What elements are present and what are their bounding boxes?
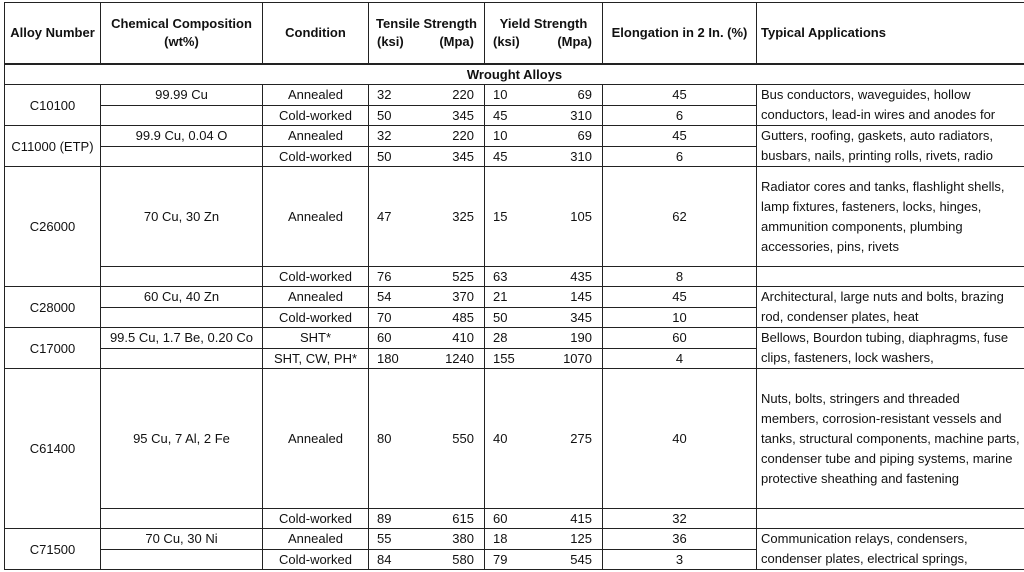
tensile-strength-cell <box>369 105 485 126</box>
composition <box>101 549 263 570</box>
tensile-mpa: 1240 <box>445 349 474 368</box>
elongation: 45 <box>603 126 757 147</box>
condition: Annealed <box>263 167 369 267</box>
yield-mpa: 125 <box>570 529 592 548</box>
tensile-ksi: 47 <box>377 207 391 226</box>
condition: Annealed <box>263 529 369 550</box>
yield-values <box>489 207 598 226</box>
yield-values <box>489 308 598 327</box>
alloy-number: C28000 <box>5 287 101 328</box>
yield-ksi: 18 <box>493 529 507 548</box>
applications-header: Typical Applications <box>757 3 1024 65</box>
tensile-values <box>373 267 480 286</box>
tensile-mpa: 345 <box>452 106 474 125</box>
tensile-mpa: 325 <box>452 207 474 226</box>
yield-strength-cell <box>485 328 603 349</box>
table-row <box>5 369 1024 509</box>
yield-mpa: 310 <box>570 147 592 166</box>
tensile-ksi: 55 <box>377 529 391 548</box>
elongation: 36 <box>603 529 757 550</box>
yield-strength-cell <box>485 267 603 287</box>
elongation: 6 <box>603 105 757 126</box>
composition: 99.9 Cu, 0.04 O <box>101 126 263 147</box>
tensile-strength-cell <box>369 126 485 147</box>
tensile-values <box>373 349 480 368</box>
tensile-mpa: 345 <box>452 147 474 166</box>
tensile-ksi: 84 <box>377 550 391 569</box>
composition-header: Chemical Composition (wt%) <box>101 3 263 65</box>
yield-mpa: 415 <box>570 509 592 528</box>
tensile-values <box>373 429 480 448</box>
elongation: 40 <box>603 369 757 509</box>
tensile-values <box>373 529 480 548</box>
yield-values <box>489 106 598 125</box>
alloy-number: C26000 <box>5 167 101 287</box>
tensile-values <box>373 328 480 347</box>
yield-ksi: 28 <box>493 328 507 347</box>
yield-mpa-unit: (Mpa) <box>557 33 592 51</box>
tensile-values <box>373 509 480 528</box>
alloy-number: C10100 <box>5 85 101 126</box>
table-row <box>5 126 1024 147</box>
tensile-ksi: 50 <box>377 106 391 125</box>
yield-mpa: 275 <box>570 429 592 448</box>
tensile-ksi: 70 <box>377 308 391 327</box>
yield-ksi: 21 <box>493 287 507 306</box>
elongation: 10 <box>603 307 757 328</box>
tensile-mpa: 580 <box>452 550 474 569</box>
condition: Cold-worked <box>263 549 369 570</box>
composition: 70 Cu, 30 Zn <box>101 167 263 267</box>
tensile-values <box>373 85 480 104</box>
tensile-values <box>373 207 480 226</box>
tensile-mpa: 220 <box>452 126 474 145</box>
group-label: Wrought Alloys <box>5 64 1024 85</box>
yield-ksi-unit: (ksi) <box>493 33 520 51</box>
yield-strength-header <box>485 3 603 65</box>
yield-values <box>489 429 598 448</box>
yield-strength-cell <box>485 348 603 369</box>
condition: Annealed <box>263 369 369 509</box>
typical-applications: Radiator cores and tanks, flashlight shells, lamp fixtures, fasteners, locks, hinges, ammunition components, plumbing accessories, pins, rivets <box>757 167 1024 267</box>
yield-values <box>489 287 598 306</box>
table-row <box>5 167 1024 267</box>
tensile-mpa: 220 <box>452 85 474 104</box>
tensile-ksi: 60 <box>377 328 391 347</box>
group-row <box>5 64 1024 85</box>
yield-values <box>489 349 598 368</box>
composition <box>101 509 263 529</box>
tensile-values <box>373 550 480 569</box>
yield-ksi: 15 <box>493 207 507 226</box>
yield-mpa: 545 <box>570 550 592 569</box>
elongation: 60 <box>603 328 757 349</box>
composition: 70 Cu, 30 Ni <box>101 529 263 550</box>
table-row <box>5 287 1024 308</box>
tensile-ksi: 50 <box>377 147 391 166</box>
table-row <box>5 85 1024 106</box>
condition: Annealed <box>263 85 369 106</box>
tensile-strength-cell <box>369 267 485 287</box>
tensile-values <box>373 126 480 145</box>
tensile-ksi: 76 <box>377 267 391 286</box>
condition-header: Condition <box>263 3 369 65</box>
elongation: 6 <box>603 146 757 167</box>
yield-values <box>489 147 598 166</box>
yield-strength-cell <box>485 529 603 550</box>
yield-ksi: 10 <box>493 126 507 145</box>
tensile-ksi: 80 <box>377 429 391 448</box>
condition: Cold-worked <box>263 509 369 529</box>
table-row <box>5 267 1024 287</box>
typical-applications: Nuts, bolts, stringers and threaded members, corrosion-resistant vessels and tanks, structural components, machine parts, condenser tube and piping systems, marine protective sheathing and fastening <box>757 369 1024 509</box>
tensile-ksi: 180 <box>377 349 399 368</box>
elongation: 3 <box>603 549 757 570</box>
tensile-strength-cell <box>369 509 485 529</box>
typical-applications-empty <box>757 509 1024 529</box>
tensile-strength-cell <box>369 85 485 106</box>
yield-strength-cell <box>485 307 603 328</box>
elongation: 8 <box>603 267 757 287</box>
typical-applications: Gutters, roofing, gaskets, auto radiators, busbars, nails, printing rolls, rivets, radio <box>757 126 1024 167</box>
composition <box>101 105 263 126</box>
table-row <box>5 328 1024 349</box>
yield-strength-cell <box>485 105 603 126</box>
copper-alloys-table <box>4 2 1024 570</box>
tensile-values <box>373 147 480 166</box>
condition: Cold-worked <box>263 105 369 126</box>
elongation: 32 <box>603 509 757 529</box>
yield-mpa: 69 <box>578 126 592 145</box>
alloy-number: C61400 <box>5 369 101 529</box>
tensile-ksi: 89 <box>377 509 391 528</box>
condition: Cold-worked <box>263 307 369 328</box>
yield-values <box>489 328 598 347</box>
elongation: 45 <box>603 287 757 308</box>
yield-mpa: 105 <box>570 207 592 226</box>
tensile-strength-cell <box>369 146 485 167</box>
tensile-mpa-unit: (Mpa) <box>439 33 474 51</box>
tensile-strength-cell <box>369 167 485 267</box>
alloy-number-header: Alloy Number <box>5 3 101 65</box>
header-row <box>5 3 1024 65</box>
alloy-number: C17000 <box>5 328 101 369</box>
tensile-mpa: 525 <box>452 267 474 286</box>
yield-strength-cell <box>485 549 603 570</box>
condition: Annealed <box>263 287 369 308</box>
composition: 95 Cu, 7 Al, 2 Fe <box>101 369 263 509</box>
yield-mpa: 435 <box>570 267 592 286</box>
tensile-strength-cell <box>369 328 485 349</box>
condition: Cold-worked <box>263 146 369 167</box>
tensile-ksi: 32 <box>377 85 391 104</box>
yield-strength-cell <box>485 85 603 106</box>
tensile-mpa: 370 <box>452 287 474 306</box>
tensile-strength-title: Tensile Strength <box>373 15 480 33</box>
yield-mpa: 345 <box>570 308 592 327</box>
yield-strength-cell <box>485 509 603 529</box>
tensile-strength-cell <box>369 549 485 570</box>
tensile-mpa: 550 <box>452 429 474 448</box>
composition: 99.99 Cu <box>101 85 263 106</box>
yield-ksi: 10 <box>493 85 507 104</box>
yield-values <box>489 509 598 528</box>
alloy-number: C11000 (ETP) <box>5 126 101 167</box>
tensile-mpa: 615 <box>452 509 474 528</box>
table-row <box>5 509 1024 529</box>
tensile-mpa: 410 <box>452 328 474 347</box>
yield-values <box>489 529 598 548</box>
yield-ksi: 63 <box>493 267 507 286</box>
table-row <box>5 529 1024 550</box>
yield-mpa: 69 <box>578 85 592 104</box>
typical-applications: Bus conductors, waveguides, hollow conductors, lead-in wires and anodes for <box>757 85 1024 126</box>
yield-strength-cell <box>485 146 603 167</box>
tensile-ksi-unit: (ksi) <box>377 33 404 51</box>
tensile-mpa: 485 <box>452 308 474 327</box>
yield-mpa: 310 <box>570 106 592 125</box>
yield-strength-cell <box>485 126 603 147</box>
yield-mpa: 1070 <box>563 349 592 368</box>
yield-mpa: 190 <box>570 328 592 347</box>
condition: Annealed <box>263 126 369 147</box>
tensile-strength-header <box>369 3 485 65</box>
condition: SHT, CW, PH* <box>263 348 369 369</box>
alloy-number: C71500 <box>5 529 101 570</box>
yield-ksi: 60 <box>493 509 507 528</box>
yield-ksi: 45 <box>493 106 507 125</box>
yield-values <box>489 267 598 286</box>
typical-applications: Bellows, Bourdon tubing, diaphragms, fuse clips, fasteners, lock washers, <box>757 328 1024 369</box>
tensile-values <box>373 106 480 125</box>
yield-values <box>489 85 598 104</box>
composition: 99.5 Cu, 1.7 Be, 0.20 Co <box>101 328 263 349</box>
tensile-units <box>373 33 480 51</box>
yield-strength-title: Yield Strength <box>489 15 598 33</box>
tensile-values <box>373 287 480 306</box>
yield-ksi: 45 <box>493 147 507 166</box>
yield-strength-cell <box>485 167 603 267</box>
composition <box>101 267 263 287</box>
yield-mpa: 145 <box>570 287 592 306</box>
composition <box>101 146 263 167</box>
condition: SHT* <box>263 328 369 349</box>
tensile-strength-cell <box>369 307 485 328</box>
tensile-ksi: 32 <box>377 126 391 145</box>
condition: Cold-worked <box>263 267 369 287</box>
tensile-strength-cell <box>369 529 485 550</box>
typical-applications-empty <box>757 267 1024 287</box>
yield-ksi: 155 <box>493 349 515 368</box>
yield-strength-cell <box>485 369 603 509</box>
elongation-header: Elongation in 2 In. (%) <box>603 3 757 65</box>
yield-strength-cell <box>485 287 603 308</box>
yield-ksi: 40 <box>493 429 507 448</box>
composition <box>101 348 263 369</box>
yield-values <box>489 550 598 569</box>
yield-ksi: 79 <box>493 550 507 569</box>
composition: 60 Cu, 40 Zn <box>101 287 263 308</box>
composition <box>101 307 263 328</box>
elongation: 45 <box>603 85 757 106</box>
elongation: 4 <box>603 348 757 369</box>
yield-units <box>489 33 598 51</box>
elongation: 62 <box>603 167 757 267</box>
typical-applications: Communication relays, condensers, condenser plates, electrical springs, <box>757 529 1024 570</box>
typical-applications: Architectural, large nuts and bolts, brazing rod, condenser plates, heat <box>757 287 1024 328</box>
tensile-ksi: 54 <box>377 287 391 306</box>
tensile-strength-cell <box>369 369 485 509</box>
tensile-strength-cell <box>369 287 485 308</box>
table-body <box>5 64 1024 570</box>
yield-values <box>489 126 598 145</box>
yield-ksi: 50 <box>493 308 507 327</box>
tensile-values <box>373 308 480 327</box>
tensile-strength-cell <box>369 348 485 369</box>
tensile-mpa: 380 <box>452 529 474 548</box>
